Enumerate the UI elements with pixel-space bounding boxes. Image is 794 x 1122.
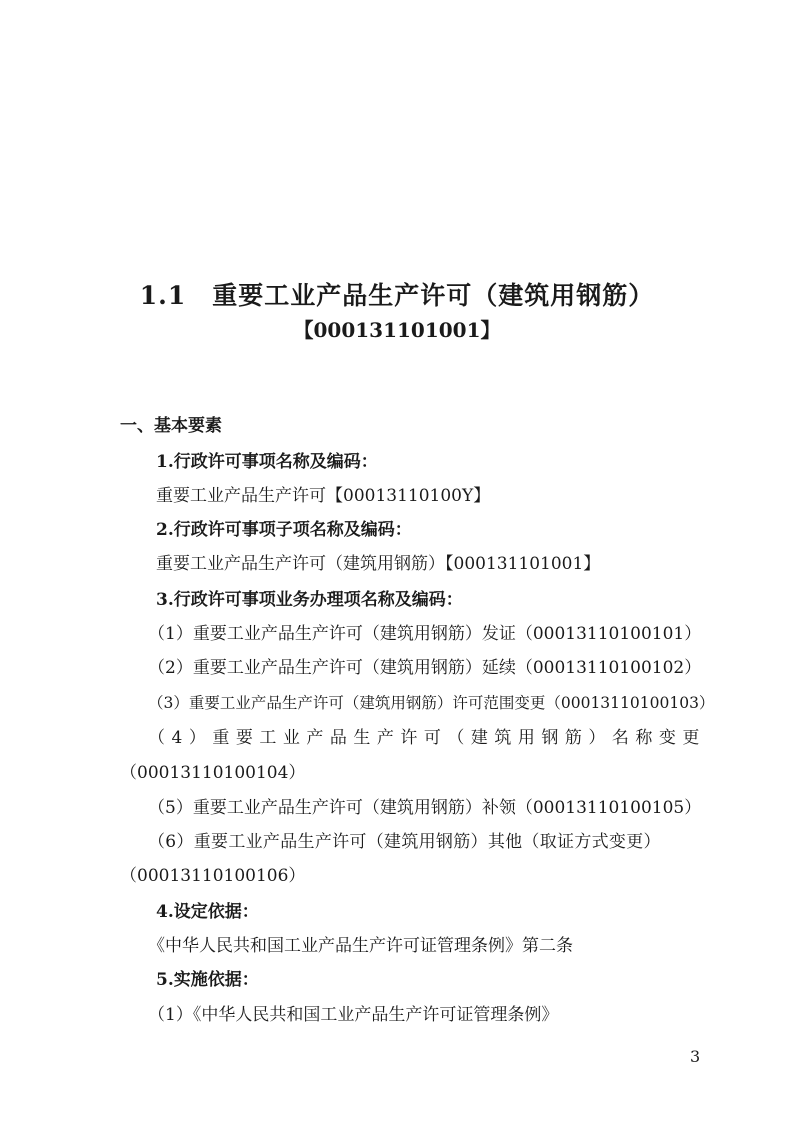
item3-line-6: （6）重要工业产品生产许可（建筑用钢筋）其他（取证方式变更） (148, 832, 661, 852)
item3-line-6-cont: （00013110100106） (120, 866, 306, 886)
title-code: 【000131101001】 (293, 318, 501, 342)
page-number: 3 (690, 1047, 701, 1066)
item5-heading: 5.实施依据： (156, 970, 259, 990)
item3-line-2: （2）重要工业产品生产许可（建筑用钢筋）延续（00013110100102） (148, 658, 702, 678)
item4-value: 《中华人民共和国工业产品生产许可证管理条例》第二条 (148, 936, 573, 956)
section-heading: 一、基本要素 (120, 416, 222, 436)
item5-value: （1）《中华人民共和国工业产品生产许可证管理条例》 (148, 1005, 559, 1025)
item3-heading: 3.行政许可事项业务办理项名称及编码： (156, 590, 463, 610)
title-number: 1.1 (139, 281, 187, 310)
item2-heading: 2.行政许可事项子项名称及编码： (156, 520, 412, 540)
title-text: 重要工业产品生产许可（建筑用钢筋） (212, 281, 655, 310)
item4-heading: 4.设定依据： (156, 902, 259, 922)
item3-line-4: （4）重要工业产品生产许可（建筑用钢筋）名称变更 (148, 728, 706, 748)
item3-line-4-cont: （00013110100104） (120, 763, 306, 783)
item3-line-3: （3）重要工业产品生产许可（建筑用钢筋）许可范围变更（00013110100103） (148, 694, 715, 712)
item1-heading: 1.行政许可事项名称及编码： (156, 452, 378, 472)
item1-value: 重要工业产品生产许可【00013110100Y】 (156, 486, 491, 506)
item3-line-1: （1）重要工业产品生产许可（建筑用钢筋）发证（00013110100101） (148, 624, 702, 644)
item3-line-5: （5）重要工业产品生产许可（建筑用钢筋）补领（00013110100105） (148, 798, 702, 818)
item2-value: 重要工业产品生产许可（建筑用钢筋）【000131101001】 (156, 554, 601, 574)
page-title (0, 276, 794, 312)
